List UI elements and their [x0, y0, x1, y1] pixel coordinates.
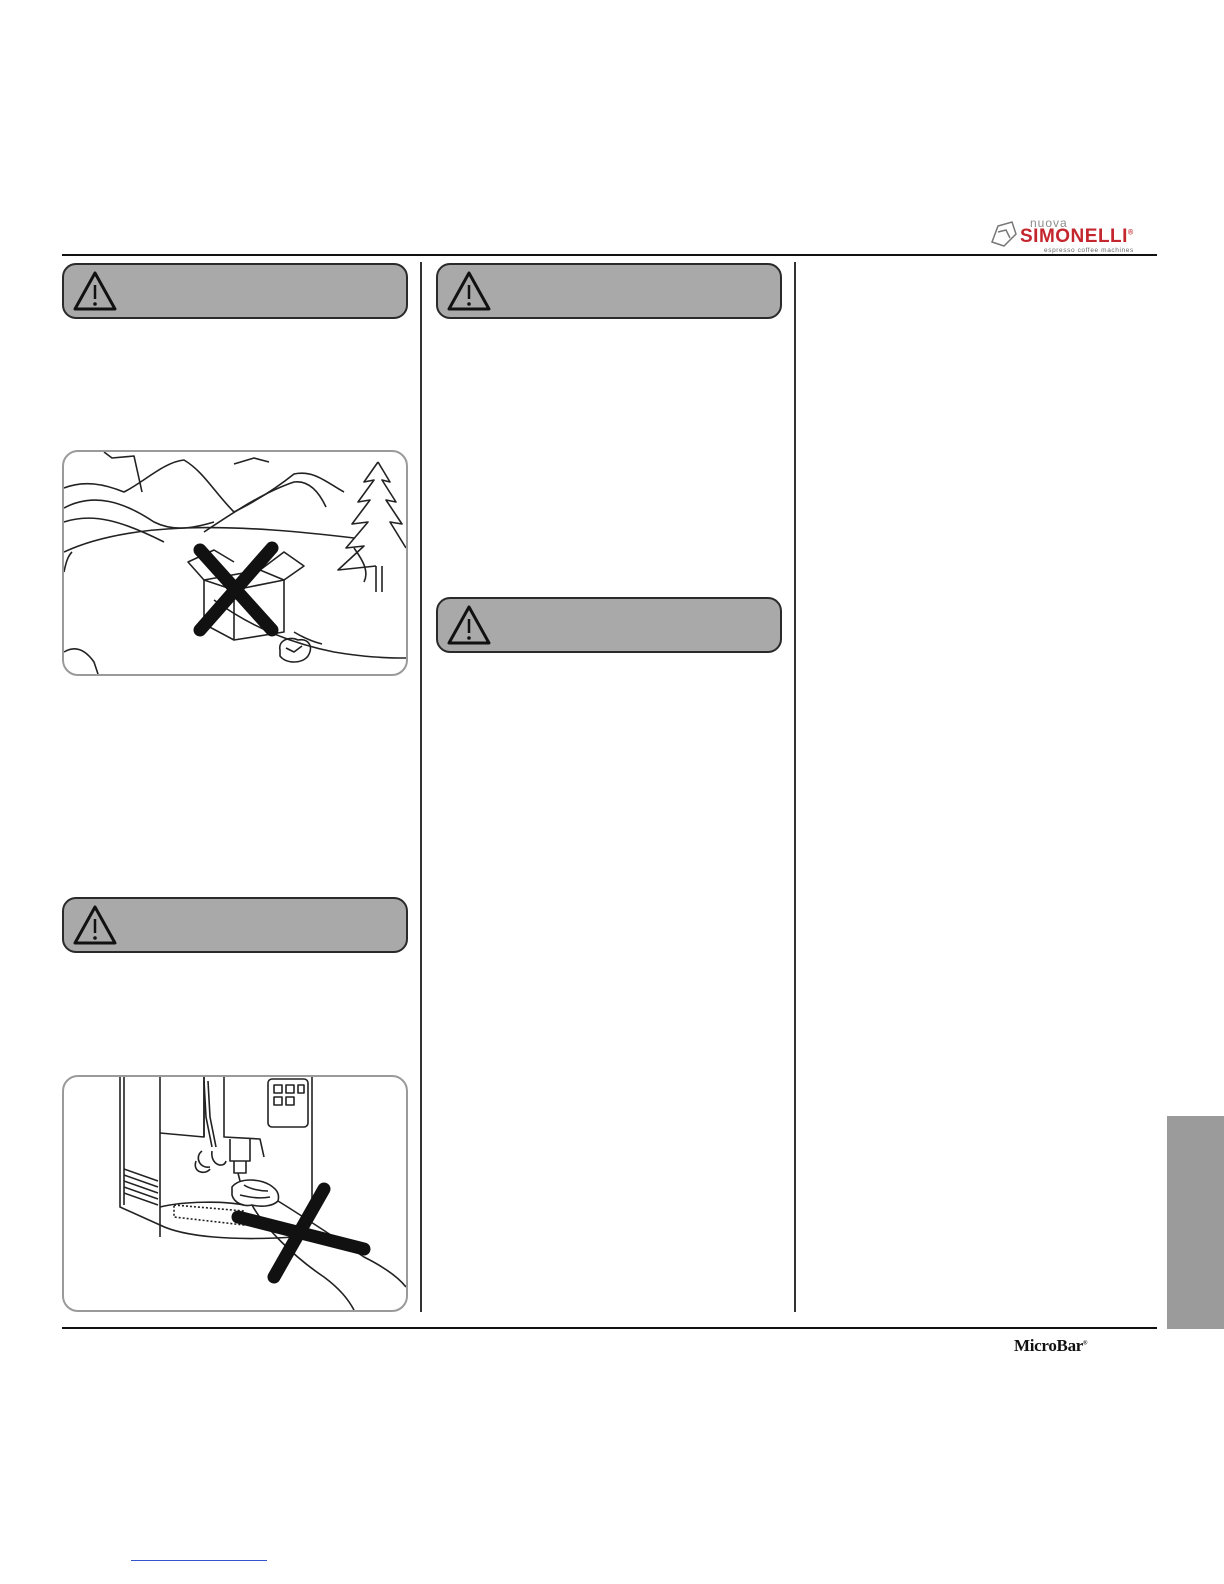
section-side-tab — [1167, 1116, 1224, 1329]
figure-hand-under-dispenser — [62, 1075, 408, 1312]
warning-banner-2 — [436, 263, 782, 319]
header-rule — [62, 254, 1157, 256]
brand-top-text: nuova — [1030, 216, 1068, 230]
warning-triangle-icon — [446, 269, 492, 313]
product-logo: MicroBar® — [1014, 1336, 1088, 1355]
column-divider-1 — [420, 262, 422, 1312]
brand-name-text: SIMONELLI® — [1020, 226, 1134, 247]
warning-triangle-icon — [72, 903, 118, 947]
machine-dispenser-illustration — [64, 1077, 406, 1310]
link-underline — [131, 1560, 267, 1561]
figure-environment-disposal — [62, 450, 408, 676]
landscape-illustration — [64, 452, 406, 674]
warning-triangle-icon — [72, 269, 118, 313]
column-divider-2 — [794, 262, 796, 1312]
warning-banner-1 — [62, 263, 408, 319]
brand-mark-icon — [988, 220, 1020, 250]
warning-banner-3 — [436, 597, 782, 653]
warning-triangle-icon — [446, 603, 492, 647]
brand-tagline-text: espresso coffee machines — [1044, 247, 1134, 254]
footer-rule — [62, 1327, 1157, 1329]
warning-banner-4 — [62, 897, 408, 953]
